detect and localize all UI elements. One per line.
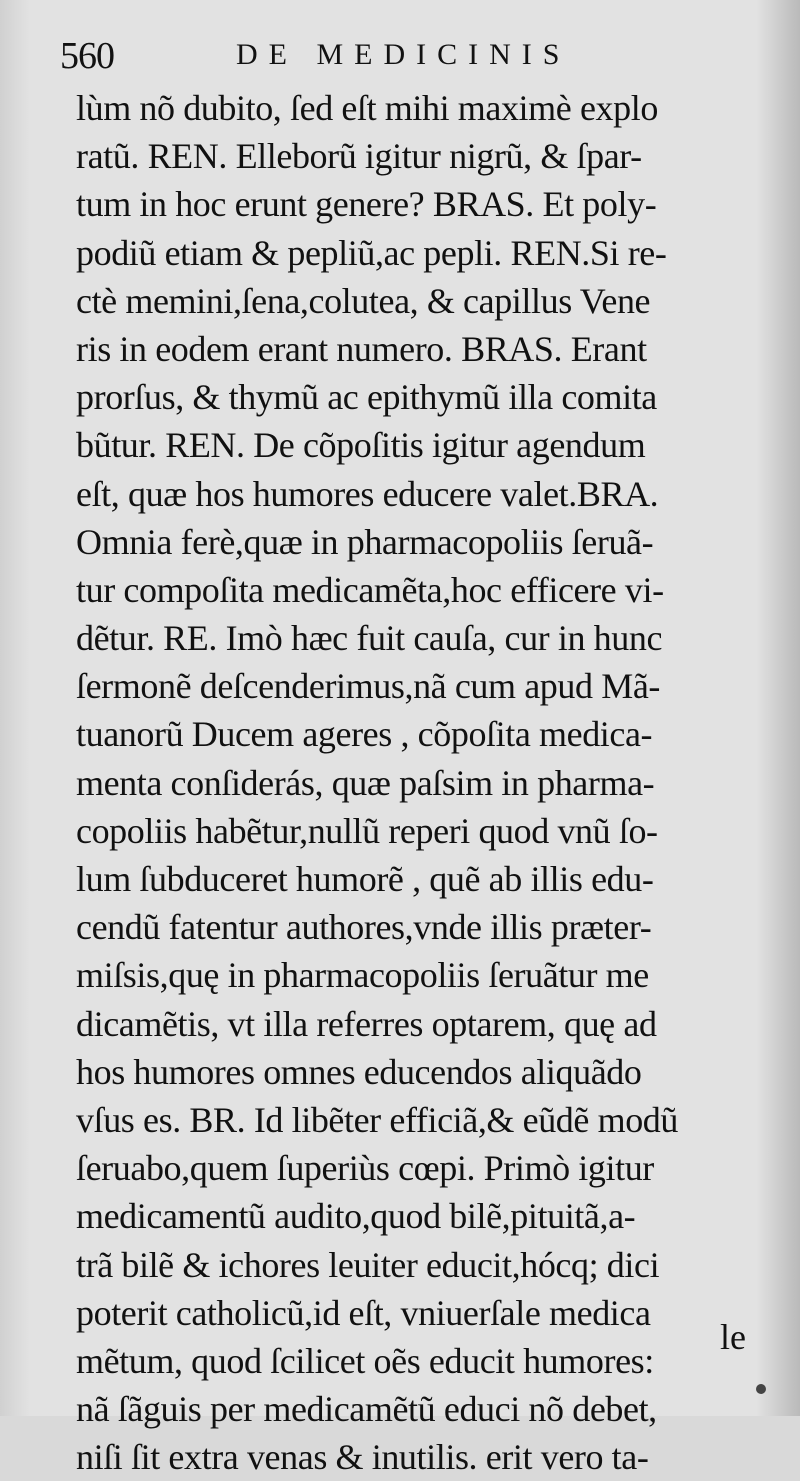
text-line: bũtur. REN. De cõpoſitis igitur agendum — [76, 425, 646, 466]
catchword: le — [720, 1317, 746, 1357]
text-line: ſeruabo,quem ſuperiùs cœpi. Primò igitur — [76, 1148, 654, 1189]
text-line: medicamentũ audito,quod bilẽ,pituitã,a- — [76, 1196, 636, 1237]
text-line: mẽtum, quod ſcilicet oẽs educit humores: — [76, 1340, 654, 1381]
text-line: ſermonẽ deſcenderimus,nã cum apud Mã- — [76, 666, 660, 707]
text-line: podiũ etiam & pepliũ,ac pepli. REN.Si re- — [76, 232, 667, 273]
text-line: lùm nõ dubito, ſed eſt mihi maximè explo — [76, 88, 658, 128]
text-line: tur compoſita medicamẽta,hoc efficere vi- — [76, 569, 664, 610]
text-line: eſt, quæ hos humores educere valet.BRA. — [76, 473, 659, 514]
text-line: miſsis,quę in pharmacopoliis ſeruãtur me — [76, 955, 649, 996]
text-line: menta conſiderás, quæ paſsim in pharma- — [76, 762, 655, 803]
text-line: hos humores omnes educendos aliquãdo — [76, 1051, 642, 1092]
text-line: ratũ. REN. Elleborũ igitur nigrũ, & ſpar- — [76, 136, 642, 177]
text-line: ctè memini,ſena,colutea, & capillus Vene — [76, 280, 651, 321]
text-line: poterit catholicũ,id eſt, vniuerſale medica — [76, 1292, 651, 1333]
text-line: dẽtur. RE. Imò hæc fuit cauſa, cur in hunc — [76, 618, 663, 659]
text-line: vſus es. BR. Id libẽter efficiã,& eũdẽ modũ — [76, 1099, 678, 1140]
text-line: lum ſubduceret humorẽ , quẽ ab illis edu- — [76, 859, 654, 899]
text-line: dicamẽtis, vt illa referres optarem, quę ad — [76, 1003, 657, 1044]
text-line: prorſus, & thymũ ac epithymũ illa comita — [76, 377, 657, 418]
body-text — [76, 84, 766, 1481]
text-line: cendũ fatentur authores,vnde illis præter- — [76, 907, 652, 948]
page-number: 560 — [60, 35, 114, 77]
ink-spot — [756, 1384, 766, 1394]
left-edge-shadow — [0, 0, 30, 1416]
text-line: tuanorũ Ducem ageres , cõpoſita medica- — [76, 714, 653, 755]
running-head: DE MEDICINIS — [236, 38, 571, 71]
text-line: nã ſãguis per medicamẽtũ educi nõ debet, — [76, 1389, 657, 1430]
text-line: trã bilẽ & ichores leuiter educit,hócq; dici — [76, 1244, 660, 1285]
text-line: copoliis habẽtur,nullũ reperi quod vnũ ſo- — [76, 810, 658, 851]
text-line: niſi ſit extra venas & inutilis. erit vero ta- — [76, 1437, 649, 1478]
text-line: ris in eodem erant numero. BRAS. Erant — [76, 328, 647, 369]
page-header — [60, 30, 760, 76]
text-line: tum in hoc erunt genere? BRAS. Et poly- — [76, 184, 657, 225]
text-line: Omnia ferè,quæ in pharmacopoliis ſeruã- — [76, 521, 654, 562]
